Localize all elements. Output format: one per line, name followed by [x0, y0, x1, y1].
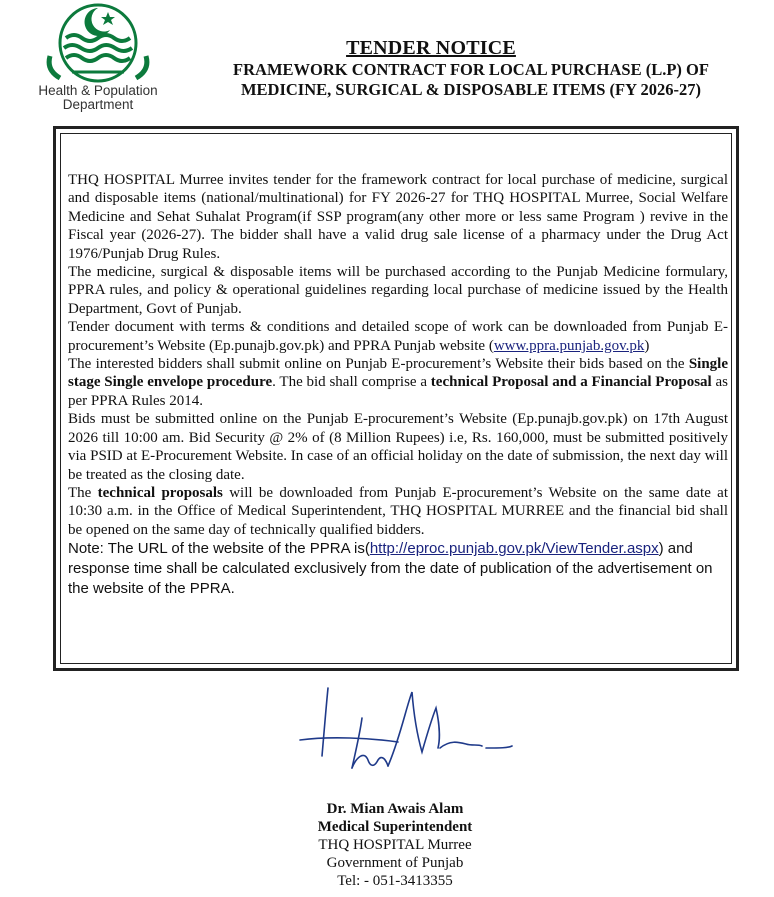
paragraph-technical-proposals: [68, 484, 728, 539]
signatory-name: Dr. Mian Awais Alam: [326, 801, 464, 817]
technical-bold-b: technical proposals: [97, 484, 223, 501]
procedure-text-c: . The bid shall comprise a: [272, 374, 431, 391]
tender-document-text: Tender document with terms & conditions and detailed scope of work can be downloaded from Punjab E-procurement’s Website (Ep.punajb.gov.pk) and PPRA Punjab website (: [68, 319, 728, 354]
signature-icon: [290, 678, 520, 783]
notice-subtitle: [186, 60, 756, 100]
technical-text-a: The: [68, 484, 98, 501]
procedure-bold-d: technical Proposal and a Financial Proposal: [430, 374, 712, 391]
signatory-hospital: THQ HOSPITAL Murree: [318, 837, 472, 853]
procedure-text-a: The interested bidders shall submit online on Punjab E-procurement’s Website their bids based on the: [68, 356, 689, 373]
paragraph-invitation: THQ HOSPITAL Murree invites tender for the framework contract for local purchase of medicine, surgical and disposable items (national/multinational) for FY 2026-27 for THQ HOSPITAL Murree, Social Welfare Medicine and Sehat Suhalat Program(if SSP program(any other more or less same Program ) revive in the Fiscal year (2026-27). The bidder shall have a valid drug sale license of a pharmacy under the Drug Act 1976/Punjab Drug Rules.: [68, 172, 728, 262]
note-text-b: ) and response time shall be calculated exclusively from the date of publication of the advertisement on the website of the PPRA.: [68, 540, 713, 598]
paragraph-submission-procedure: [68, 355, 728, 410]
logo-text-line2: Department: [62, 97, 134, 112]
signatory-government: Government of Punjab: [326, 855, 464, 871]
signatory-telephone: Tel: - 051-3413355: [337, 873, 453, 889]
eproc-tender-link[interactable]: http://eproc.punjab.gov.pk/ViewTender.aspx: [369, 540, 659, 558]
punjab-emblem-icon: [42, 2, 154, 84]
logo-text-line1: Health & Population: [38, 83, 158, 98]
technical-text-c: will be downloaded from Punjab E-procurement’s Website on the same date at 10:30 a.m. in the Office of Medical Superintendent, THQ HOSPITAL MURREE and the financial bid shall be opened on the same day of technically qualified bidders.: [68, 484, 728, 538]
handwritten-signature: [290, 678, 520, 783]
subtitle-line1: FRAMEWORK CONTRACT FOR LOCAL PURCHASE (L.P) OF: [233, 60, 709, 79]
procedure-bold-b: Single stage Single envelope procedure: [68, 356, 728, 391]
note-text-a: Note: The URL of the website of the PPRA is(: [68, 540, 370, 558]
paragraph-note: [68, 539, 728, 599]
ppra-website-link[interactable]: www.ppra.punjab.gov.pk: [493, 337, 645, 354]
tender-document-end: ): [644, 337, 650, 354]
notice-body: [68, 171, 728, 599]
paragraph-purchase-rules: The medicine, surgical & disposable items will be purchased according to the Punjab Medicine formulary, PPRA rules, and policy & operational guidelines regarding local purchase of medicine issued by the Health Department, Govt of Punjab.: [68, 264, 728, 317]
procedure-text-e: as per PPRA Rules 2014.: [68, 374, 728, 409]
signatory-designation: Medical Superintendent: [317, 819, 473, 835]
paragraph-bid-deadline: Bids must be submitted online on the Punjab E-procurement’s Website (Ep.punajb.gov.pk) on 17th August 2026 till 10:00 am. Bid Security @ 2% of (8 Million Rupees) i.e, Rs. 160,000, must be submitted positively via PSID at E-Procurement Website. In case of an official holiday on the date of submission, the next day will be treated as the closing date.: [68, 411, 728, 483]
department-logo: [28, 2, 168, 114]
signatory-block: [270, 800, 520, 890]
notice-title: TENDER NOTICE: [346, 37, 516, 59]
subtitle-line2: MEDICINE, SURGICAL & DISPOSABLE ITEMS (FY 2026-27): [240, 80, 702, 99]
paragraph-tender-document: [68, 318, 728, 355]
